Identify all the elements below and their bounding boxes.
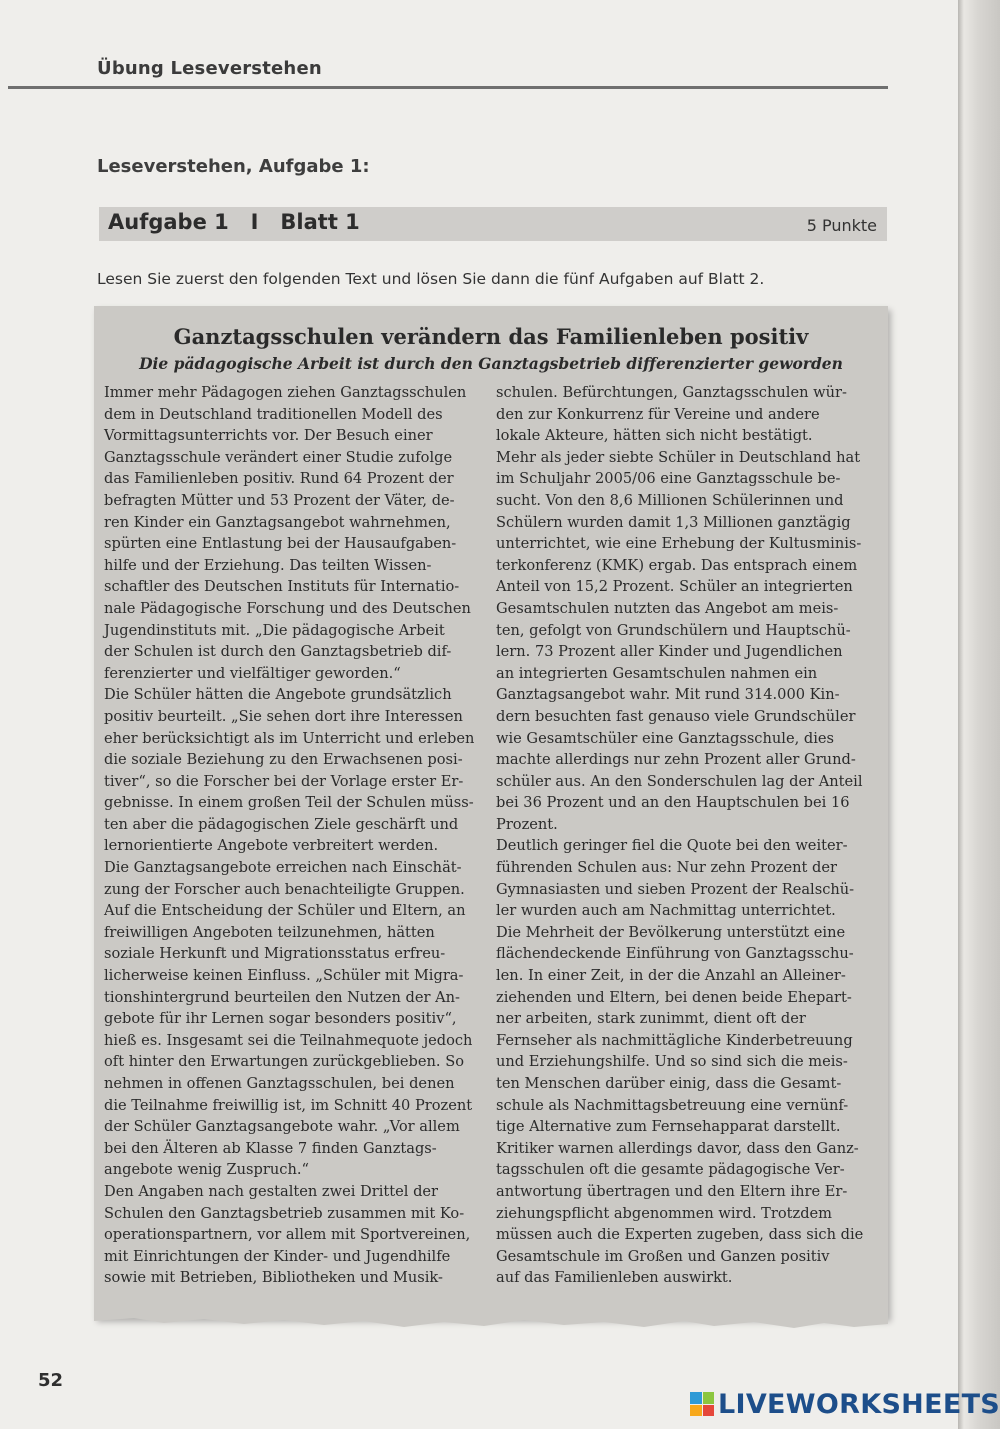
article-column-right: schulen. Befürchtungen, Ganztagsschulen wür- den zur Konkurrenz für Vereine und andere lokale Akteure, hätten sich nicht bestätigt. Mehr als jeder siebte Schüler in Deutschland hat im Schuljahr 2005/06 eine Ganztagsschule be- sucht. Von den 8,6 Millionen Schülerinnen und Schülern wurden damit 1,3 Millionen ganztägig unterrichtet, wie eine Erhebung der Kultusminis- terkonferenz (KMK) ergab. Das entsprach einem Anteil von 15,2 Prozent. Schüler an integrierten Gesamtschulen nutzten das Angebot am meis- ten, gefolgt von Grundschülern und Hauptschü- lern. 73 Prozent aller Kinder und Jugendlichen an integrierten Gesamtschulen nahmen ein Ganztagsangebot wahr. Mit rund 314.000 Kin- dern besuchten fast genauso viele Grundschüler wie Gesamtschüler eine Ganztagsschule, dies machte allerdings nur zehn Prozent aller Grund- schüler aus. An den Sonderschulen lag der Anteil bei 36 Prozent und an den Hauptschulen bei 16 Prozent. Deutlich geringer fiel die Quote bei den weiter- führenden Schulen aus: Nur zehn Prozent der Gymnasiasten und sieben Prozent der Realschü- ler wurden auch am Nachmittag unterrichtet. Die Mehrheit der Bevölkerung unterstützt eine flächendeckende Einführung von Ganztagsschu- len. In einer Zeit, in der die Anzahl an Alleiner- ziehenden und Eltern, bei denen beide Ehepart- ner arbeiten, stark zunimmt, dient oft der Fernseher als nachmittägliche Kinderbetreuung und Erziehungshilfe. Und so sind sich die meis- ten Menschen darüber einig, dass die Gesamt- schule als Nachmittagsbetreuung eine vernünf- tige Alternative zum Fernsehapparat darstellt. Kritiker warnen allerdings davor, dass den Ganz- tagsschulen oft die gesamte pädagogische Ver- antwortung übertragen und den Eltern ihre Er- ziehungspflicht abgenommen wird. Trotzdem müssen auch die Experten zugeben, dass sich die Gesamtschule im Großen und Ganzen positiv auf das Familienleben auswirkt. xyxy=(496,384,864,1287)
newspaper-clipping xyxy=(94,306,888,1318)
section-title: Leseverstehen, Aufgabe 1: xyxy=(97,156,370,177)
liveworksheets-watermark xyxy=(690,1386,1000,1422)
page-number: 52 xyxy=(38,1370,64,1391)
instruction-text: Lesen Sie zuerst den folgenden Text und lösen Sie dann die fünf Aufgaben auf Blatt 2. xyxy=(97,270,765,288)
torn-edge xyxy=(94,1312,888,1332)
article-column-left: Immer mehr Pädagogen ziehen Ganztagsschulen dem in Deutschland traditionellen Modell des Vormittagsunterrichts vor. Der Besuch einer Ganztagsschule verändert einer Studie zufolge das Familienleben positiv. Rund 64 Prozent der befragten Mütter und 53 Prozent der Väter, de- ren Kinder ein Ganztagsangebot wahrnehmen, spürten eine Entlastung bei der Hausaufgaben- hilfe und der Erziehung. Das teilten Wissen- schaftler des Deutschen Instituts für Internatio- nale Pädagogische Forschung und des Deutschen Jugendinstituts mit. „Die pädagogische Arbeit der Schulen ist durch den Ganztagsbetrieb dif- ferenzierter und vielfältiger geworden.“ Die Schüler hätten die Angebote grundsätzlich positiv beurteilt. „Sie sehen dort ihre Interessen eher berücksichtigt als im Unterricht und erleben die soziale Beziehung zu den Erwachsenen posi- tiver“, so die Forscher bei der Vorlage erster Er- gebnisse. In einem großen Teil der Schulen müss- ten aber die pädagogischen Ziele geschärft und lernorientierte Angebote verbreitert werden. Die Ganztagsangebote erreichen nach Einschät- zung der Forscher auch benachteiligte Gruppen. Auf die Entscheidung der Schüler und Eltern, an freiwilligen Angeboten teilzunehmen, hätten soziale Herkunft und Migrationsstatus erfreu- licherweise keinen Einfluss. „Schüler mit Migra- tionshintergrund beurteilen den Nutzen der An- gebote für ihr Lernen sogar besonders positiv“, hieß es. Insgesamt sei die Teilnahmequote jedoch oft hinter den Erwartungen zurückgeblieben. So nehmen in offenen Ganztagsschulen, bei denen die Teilnahme freiwillig ist, im Schnitt 40 Prozent der Schüler Ganztagsangebote wahr. „Vor allem bei den Älteren ab Klasse 7 finden Ganztags- angebote wenig Zuspruch.“ Den Angaben nach gestalten zwei Drittel der Schulen den Ganztagsbetrieb zusammen mit Ko- operationspartnern, vor allem mit Sportvereinen, mit Einrichtungen der Kinder- und Jugendhilfe sowie mit Betrieben, Bibliotheken und Musik- xyxy=(104,384,475,1287)
article-subhead: Die pädagogische Arbeit ist durch den Ganztagsbetrieb differenzierter geworden xyxy=(139,354,843,373)
running-head: Übung Leseverstehen xyxy=(97,58,322,79)
liveworksheets-logo-icon xyxy=(690,1392,714,1416)
task-title: Aufgabe 1 I Blatt 1 xyxy=(108,210,360,234)
article-headline: Ganztagsschulen verändern das Familienleben positiv xyxy=(173,324,809,349)
header-rule xyxy=(8,86,888,89)
task-bar xyxy=(99,207,887,241)
next-page-edge xyxy=(958,0,1000,1429)
watermark-text: LIVEWORKSHEETS xyxy=(718,1388,1000,1420)
points-label: 5 Punkte xyxy=(806,216,877,235)
